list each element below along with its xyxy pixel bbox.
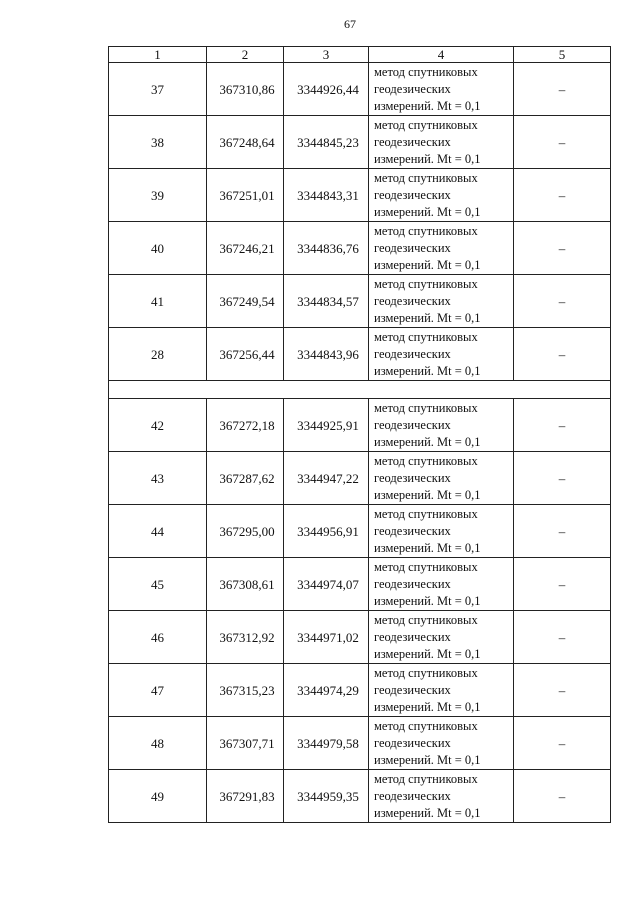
note-cell: –: [514, 717, 611, 770]
y-coordinate-cell: 3344974,07: [284, 558, 369, 611]
method-cell: [369, 275, 514, 328]
point-number-cell: 41: [109, 275, 207, 328]
point-number-cell: 28: [109, 328, 207, 381]
note-cell: –: [514, 222, 611, 275]
method-line-2: геодезических: [374, 293, 451, 308]
x-coordinate-cell: 367256,44: [207, 328, 284, 381]
method-cell: [369, 452, 514, 505]
x-coordinate-cell: 367307,71: [207, 717, 284, 770]
header-cell-3: 3: [284, 47, 369, 63]
point-number-cell: 45: [109, 558, 207, 611]
y-coordinate-cell: 3344974,29: [284, 664, 369, 717]
method-line-3: измерений. Mt = 0,1: [374, 363, 481, 378]
point-number-cell: 46: [109, 611, 207, 664]
y-coordinate-cell: 3344845,23: [284, 116, 369, 169]
point-number-cell: 49: [109, 770, 207, 823]
x-coordinate-cell: 367315,23: [207, 664, 284, 717]
method-line-2: геодезических: [374, 523, 451, 538]
x-coordinate-cell: 367310,86: [207, 63, 284, 116]
x-coordinate-cell: 367295,00: [207, 505, 284, 558]
method-cell: [369, 169, 514, 222]
coordinates-table-body: [109, 47, 611, 823]
x-coordinate-cell: 367272,18: [207, 399, 284, 452]
header-cell-4: 4: [369, 47, 514, 63]
table-row: [109, 664, 611, 717]
table-row: [109, 328, 611, 381]
table-row: [109, 116, 611, 169]
header-cell-2: 2: [207, 47, 284, 63]
x-coordinate-cell: 367291,83: [207, 770, 284, 823]
method-line-1: метод спутниковых: [374, 612, 478, 627]
method-line-3: измерений. Mt = 0,1: [374, 487, 481, 502]
group-separator-row: [109, 381, 611, 399]
method-line-2: геодезических: [374, 187, 451, 202]
method-cell: [369, 505, 514, 558]
method-cell: [369, 664, 514, 717]
method-line-3: измерений. Mt = 0,1: [374, 805, 481, 820]
method-line-3: измерений. Mt = 0,1: [374, 257, 481, 272]
method-line-2: геодезических: [374, 629, 451, 644]
method-line-2: геодезических: [374, 788, 451, 803]
table-row: [109, 222, 611, 275]
method-cell: [369, 558, 514, 611]
table-row: [109, 505, 611, 558]
method-line-2: геодезических: [374, 417, 451, 432]
method-line-3: измерений. Mt = 0,1: [374, 646, 481, 661]
method-line-2: геодезических: [374, 240, 451, 255]
note-cell: –: [514, 664, 611, 717]
table-row: [109, 558, 611, 611]
method-line-3: измерений. Mt = 0,1: [374, 752, 481, 767]
note-cell: –: [514, 328, 611, 381]
method-line-2: геодезических: [374, 346, 451, 361]
method-line-1: метод спутниковых: [374, 665, 478, 680]
header-cell-1: 1: [109, 47, 207, 63]
table-row: [109, 169, 611, 222]
note-cell: –: [514, 116, 611, 169]
method-line-3: измерений. Mt = 0,1: [374, 434, 481, 449]
group-separator-cell: [109, 381, 611, 399]
page-number: 67: [344, 17, 356, 31]
x-coordinate-cell: 367308,61: [207, 558, 284, 611]
note-cell: –: [514, 63, 611, 116]
table-header-row: [109, 47, 611, 63]
x-coordinate-cell: 367251,01: [207, 169, 284, 222]
table-row: [109, 770, 611, 823]
y-coordinate-cell: 3344926,44: [284, 63, 369, 116]
table-row: [109, 611, 611, 664]
method-cell: [369, 63, 514, 116]
method-line-1: метод спутниковых: [374, 559, 478, 574]
method-line-1: метод спутниковых: [374, 117, 478, 132]
method-line-1: метод спутниковых: [374, 329, 478, 344]
note-cell: –: [514, 169, 611, 222]
table-row: [109, 452, 611, 505]
method-line-1: метод спутниковых: [374, 771, 478, 786]
method-line-3: измерений. Mt = 0,1: [374, 98, 481, 113]
method-line-2: геодезических: [374, 81, 451, 96]
method-line-3: измерений. Mt = 0,1: [374, 151, 481, 166]
y-coordinate-cell: 3344956,91: [284, 505, 369, 558]
x-coordinate-cell: 367287,62: [207, 452, 284, 505]
note-cell: –: [514, 275, 611, 328]
y-coordinate-cell: 3344834,57: [284, 275, 369, 328]
table-row: [109, 717, 611, 770]
note-cell: –: [514, 558, 611, 611]
method-line-1: метод спутниковых: [374, 453, 478, 468]
method-line-2: геодезических: [374, 682, 451, 697]
y-coordinate-cell: 3344979,58: [284, 717, 369, 770]
y-coordinate-cell: 3344843,96: [284, 328, 369, 381]
point-number-cell: 39: [109, 169, 207, 222]
table-row: [109, 63, 611, 116]
point-number-cell: 42: [109, 399, 207, 452]
y-coordinate-cell: 3344947,22: [284, 452, 369, 505]
y-coordinate-cell: 3344836,76: [284, 222, 369, 275]
method-line-2: геодезических: [374, 134, 451, 149]
point-number-cell: 43: [109, 452, 207, 505]
point-number-cell: 37: [109, 63, 207, 116]
method-line-1: метод спутниковых: [374, 223, 478, 238]
table-row: [109, 275, 611, 328]
method-cell: [369, 116, 514, 169]
point-number-cell: 38: [109, 116, 207, 169]
method-line-3: измерений. Mt = 0,1: [374, 593, 481, 608]
header-cell-5: 5: [514, 47, 611, 63]
y-coordinate-cell: 3344925,91: [284, 399, 369, 452]
coordinates-table: [108, 46, 611, 823]
method-line-3: измерений. Mt = 0,1: [374, 540, 481, 555]
method-line-2: геодезических: [374, 576, 451, 591]
method-cell: [369, 399, 514, 452]
note-cell: –: [514, 505, 611, 558]
y-coordinate-cell: 3344971,02: [284, 611, 369, 664]
y-coordinate-cell: 3344843,31: [284, 169, 369, 222]
method-cell: [369, 611, 514, 664]
method-cell: [369, 328, 514, 381]
x-coordinate-cell: 367246,21: [207, 222, 284, 275]
method-line-1: метод спутниковых: [374, 718, 478, 733]
note-cell: –: [514, 611, 611, 664]
method-line-1: метод спутниковых: [374, 400, 478, 415]
note-cell: –: [514, 452, 611, 505]
method-line-1: метод спутниковых: [374, 276, 478, 291]
method-line-1: метод спутниковых: [374, 506, 478, 521]
method-cell: [369, 717, 514, 770]
note-cell: –: [514, 399, 611, 452]
coordinates-table-container: [108, 46, 610, 823]
method-line-3: измерений. Mt = 0,1: [374, 204, 481, 219]
method-line-2: геодезических: [374, 735, 451, 750]
point-number-cell: 47: [109, 664, 207, 717]
table-row: [109, 399, 611, 452]
method-line-1: метод спутниковых: [374, 170, 478, 185]
method-line-3: измерений. Mt = 0,1: [374, 699, 481, 714]
x-coordinate-cell: 367249,54: [207, 275, 284, 328]
note-cell: –: [514, 770, 611, 823]
point-number-cell: 40: [109, 222, 207, 275]
point-number-cell: 48: [109, 717, 207, 770]
x-coordinate-cell: 367312,92: [207, 611, 284, 664]
y-coordinate-cell: 3344959,35: [284, 770, 369, 823]
method-line-1: метод спутниковых: [374, 64, 478, 79]
x-coordinate-cell: 367248,64: [207, 116, 284, 169]
method-cell: [369, 770, 514, 823]
method-cell: [369, 222, 514, 275]
method-line-3: измерений. Mt = 0,1: [374, 310, 481, 325]
point-number-cell: 44: [109, 505, 207, 558]
method-line-2: геодезических: [374, 470, 451, 485]
